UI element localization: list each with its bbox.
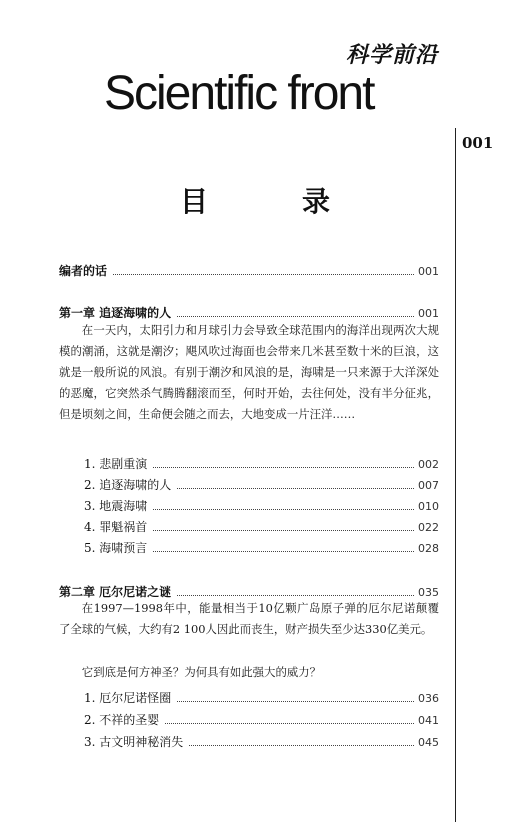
toc-heading-char-1: 目 [180, 185, 209, 218]
section-page: 022 [418, 521, 439, 534]
dot-leader [153, 508, 414, 510]
section-title: 3. 古文明神秘消失 [84, 735, 184, 749]
toc-entry-section[interactable] [84, 476, 439, 493]
section-title: 1. 悲剧重演 [84, 457, 148, 471]
toc-entry-page: 001 [418, 265, 439, 278]
section-page: 045 [418, 736, 439, 749]
section-page: 010 [418, 500, 439, 513]
series-title-english: Scientific front [104, 67, 374, 120]
section-page: 041 [418, 714, 439, 727]
chapter-2-summary-question: 它到底是何方神圣？为何具有如此强大的威力？ [81, 665, 322, 679]
toc-entry-section[interactable] [84, 518, 439, 535]
toc-entry-chapter-1[interactable] [59, 304, 439, 321]
chapter-1-summary: 在一天内，太阳引力和月球引力会导致全球范围内的海洋出现两次大规模的潮涌，这就是潮汐；飓风吹过海面也会带来几米甚至数十米的巨浪，这就是一般所说的风浪。有别于潮汐和风浪的是，海啸是一只来源于大洋深处的恶魔，它突然杀气腾腾翻滚而至，何时开始，去往何处，没有半分征兆，但是顷刻之间，生命便会随之而去，大地变成一片汪洋…… [59, 323, 439, 421]
section-title: 5. 海啸预言 [84, 541, 148, 555]
section-title: 2. 不祥的圣婴 [84, 713, 160, 727]
dot-leader [153, 466, 414, 468]
dot-leader [153, 550, 414, 552]
section-title: 1. 厄尔尼诺怪圈 [84, 691, 172, 705]
section-title: 3. 地震海啸 [84, 499, 148, 513]
toc-entry-section[interactable] [84, 711, 439, 728]
section-page: 002 [418, 458, 439, 471]
chapter-title: 第二章 厄尔尼诺之谜 [59, 585, 172, 599]
margin-rule [455, 128, 456, 822]
page-number: 001 [462, 134, 494, 152]
toc-entry-section[interactable] [84, 497, 439, 514]
toc-entry-label: 编者的话 [59, 264, 108, 278]
series-title-chinese: 科学前沿 [345, 43, 438, 68]
section-title: 2. 追逐海啸的人 [84, 478, 172, 492]
chapter-title: 第一章 追逐海啸的人 [59, 306, 172, 320]
section-page: 036 [418, 692, 439, 705]
dot-leader [177, 594, 414, 596]
toc-entry-section[interactable] [84, 455, 439, 472]
section-title: 4. 罪魁祸首 [84, 520, 148, 534]
dot-leader [177, 487, 414, 489]
toc-entry-section[interactable] [84, 689, 439, 706]
dot-leader [165, 722, 414, 724]
dot-leader [189, 744, 414, 746]
toc-heading [180, 180, 330, 220]
dot-leader [113, 273, 414, 275]
section-page: 007 [418, 479, 439, 492]
dot-leader [177, 315, 414, 317]
dot-leader [153, 529, 414, 531]
dot-leader [177, 700, 414, 702]
toc-heading-char-2: 录 [301, 185, 330, 218]
toc-entry-page: 035 [418, 586, 439, 599]
toc-entry-page: 001 [418, 307, 439, 320]
toc-entry-section[interactable] [84, 733, 439, 750]
chapter-2-summary: 在1997—1998年中，能量相当于10亿颗广岛原子弹的厄尔尼诺颠覆了全球的气候，大约有2 100人因此而丧生，财产损失至少达330亿美元。 [59, 601, 439, 636]
section-page: 028 [418, 542, 439, 555]
toc-entry-preface[interactable] [59, 262, 439, 279]
toc-entry-section[interactable] [84, 539, 439, 556]
